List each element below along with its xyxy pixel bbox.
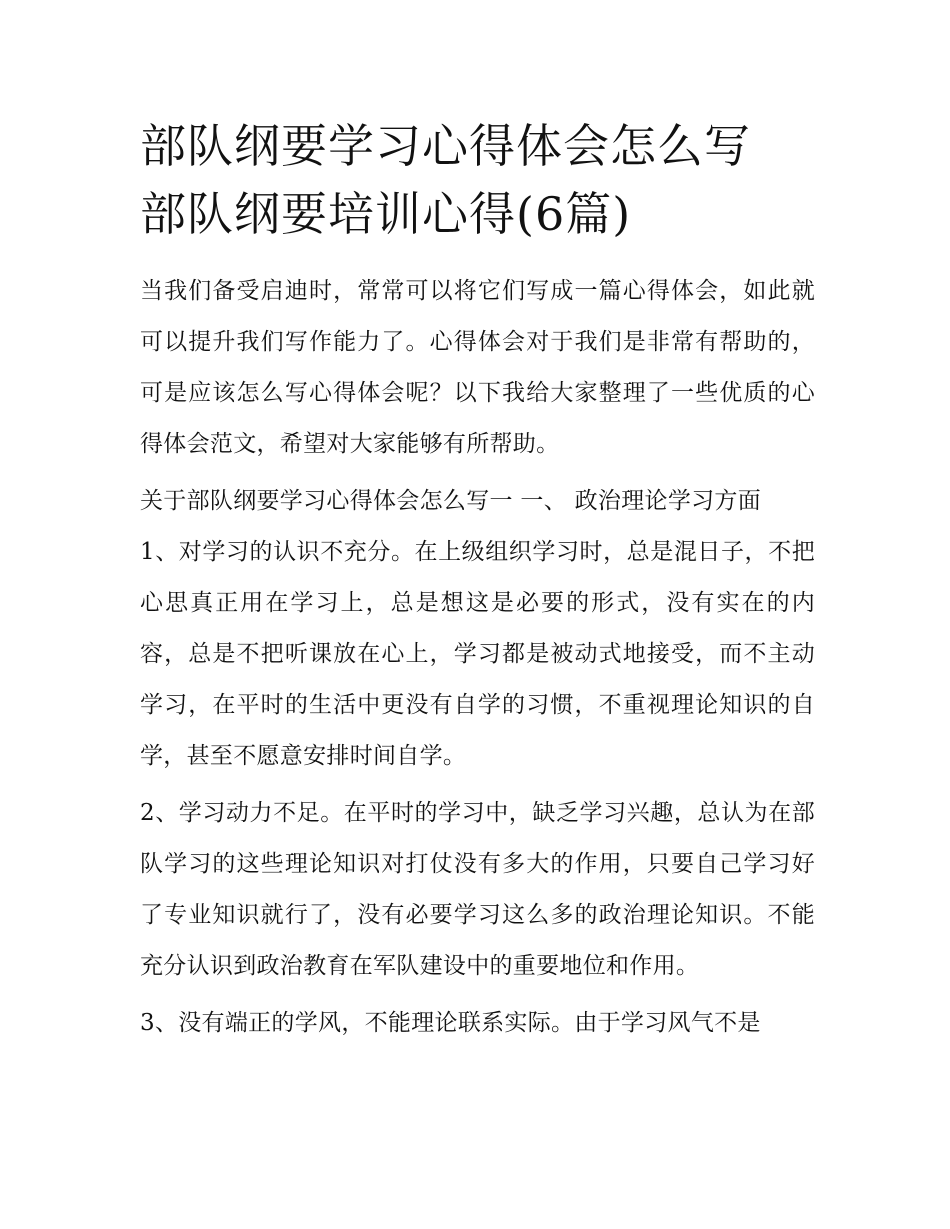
point-2-paragraph: 2、学习动力不足。在平时的学习中，缺乏学习兴趣，总认为在部队学习的这些理论知识对打仗没有多大的作用，只要自己学习好了专业知识就行了，没有必要学习这么多的政治理论知识。不能充分认识到政治教育在军队建设中的重要地位和作用。 [140,800,815,979]
point-3-paragraph: 3、没有端正的学风，不能理论联系实际。由于学习风气不是 [140,1010,761,1036]
document-page [140,112,815,1049]
title-line-2: 部队纲要培训心得(6篇) [140,187,632,241]
title-line-1: 部队纲要学习心得体会怎么写 [140,119,751,173]
document-title [140,112,815,248]
point-1-paragraph: 1、对学习的认识不充分。在上级组织学习时，总是混日子，不把心思真正用在学习上，总是想这是必要的形式，没有实在的内容，总是不把听课放在心上，学习都是被动式地接受，而不主动学习，在平时的生活中更没有自学的习惯，不重视理论知识的自学，甚至不愿意安排时间自学。 [140,539,815,769]
section-heading-paragraph: 关于部队纲要学习心得体会怎么写一 一、 政治理论学习方面 [140,488,762,514]
document-body [140,266,815,1049]
intro-paragraph: 当我们备受启迪时，常常可以将它们写成一篇心得体会，如此就可以提升我们写作能力了。心得体会对于我们是非常有帮助的，可是应该怎么写心得体会呢？以下我给大家整理了一些优质的心得体会范文，希望对大家能够有所帮助。 [140,278,815,457]
